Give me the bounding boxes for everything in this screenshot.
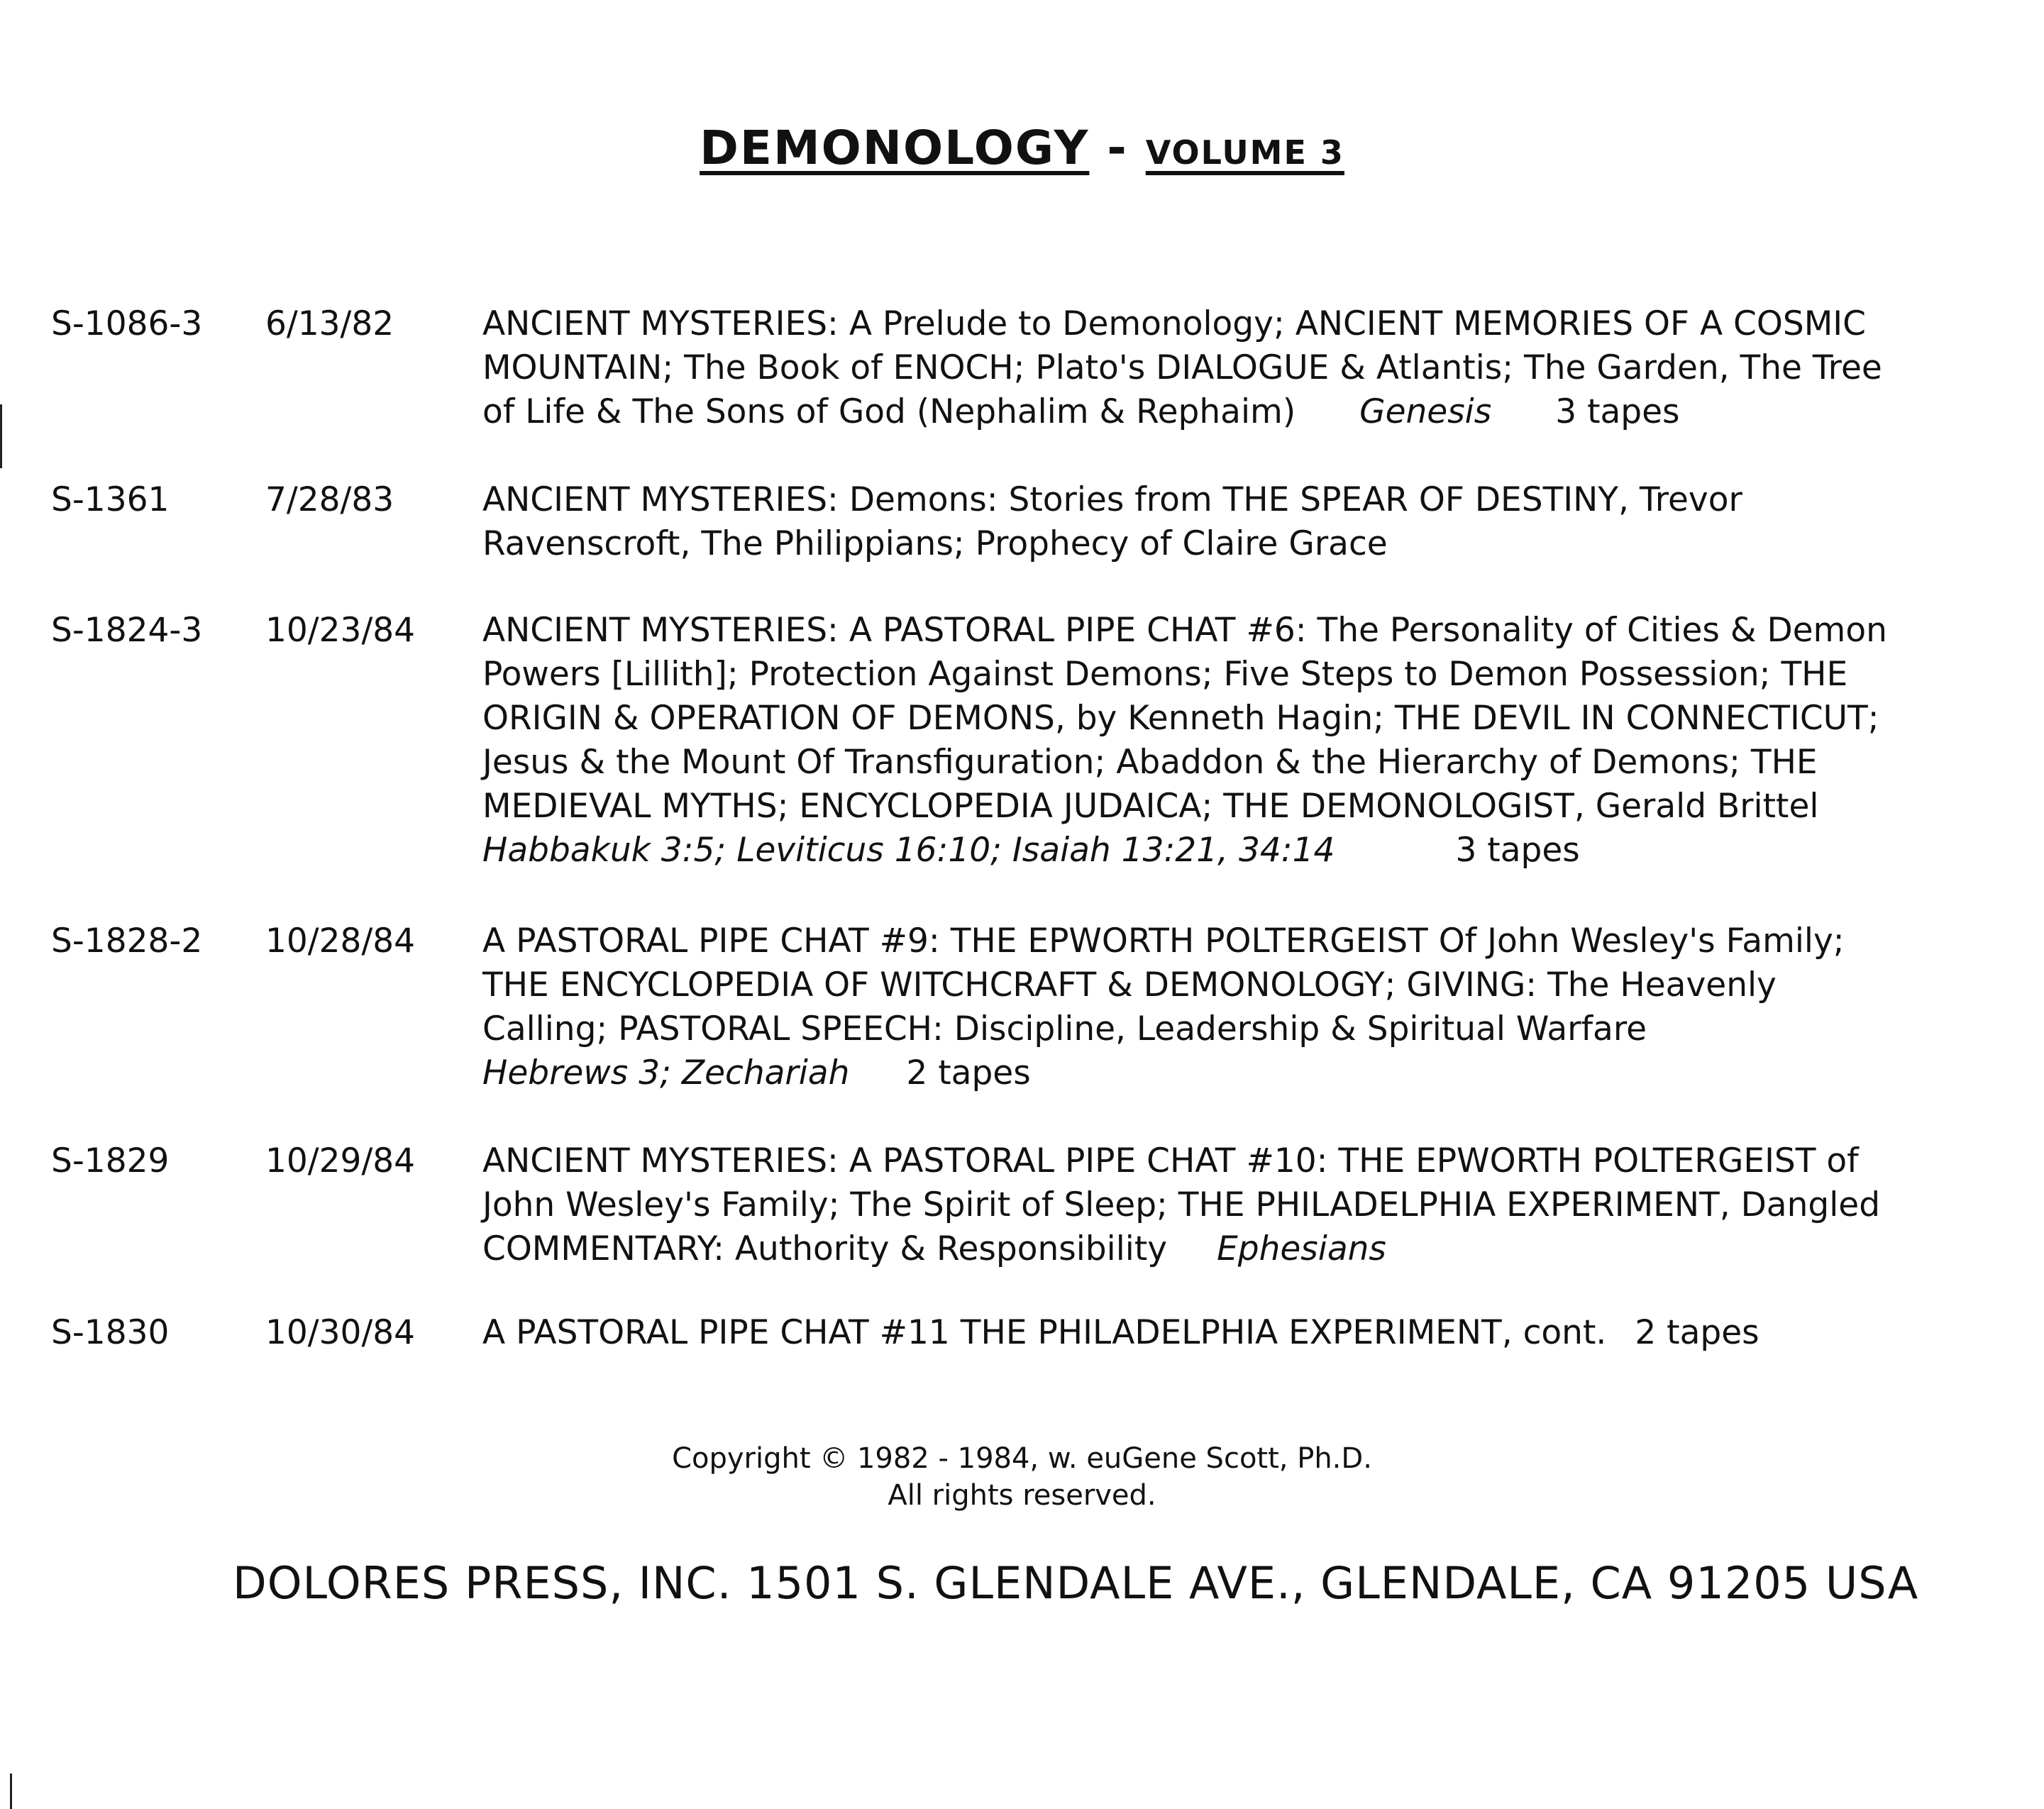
copyright-line: Copyright © 1982 - 1984, w. euGene Scott, Ph.D. xyxy=(672,1442,1372,1475)
desc-line: ORIGIN & OPERATION OF DEMONS, by Kenneth Hagin; THE DEVIL IN CONNECTICUT; xyxy=(482,699,1879,738)
desc-line-text: COMMENTARY: Authority & Responsibility xyxy=(482,1229,1168,1268)
publisher-address: DOLORES PRESS, INC. 1501 S. GLENDALE AVE., GLENDALE, CA 91205 USA xyxy=(233,1557,1919,1609)
desc-line-text: of Life & The Sons of God (Nephalim & Rephaim) xyxy=(482,392,1296,431)
scan-mark-left-bottom xyxy=(10,1774,12,1809)
desc-line: Ravenscroft, The Philippians; Prophecy of Claire Grace xyxy=(482,524,1388,563)
entry-scripture: Genesis xyxy=(1359,392,1492,431)
entry-description xyxy=(482,478,1923,566)
entry-tapes: 3 tapes xyxy=(1455,831,1580,870)
scan-mark-left-top xyxy=(0,404,2,468)
entry-date: 6/13/82 xyxy=(265,304,394,343)
entry-date: 7/28/83 xyxy=(265,480,394,519)
entry-scripture: Habbakuk 3:5; Leviticus 16:10; Isaiah 13:21, 34:14 xyxy=(482,831,1335,870)
entry-description xyxy=(482,609,1923,873)
desc-line: John Wesley's Family; The Spirit of Sleep; THE PHILADELPHIA EXPERIMENT, Dangled xyxy=(482,1185,1881,1224)
entry-date: 10/23/84 xyxy=(265,611,416,650)
entry-scripture: Ephesians xyxy=(1217,1229,1386,1268)
desc-line: THE ENCYCLOPEDIA OF WITCHCRAFT & DEMONOLOGY; GIVING: The Heavenly xyxy=(482,966,1777,1005)
title-separator: - xyxy=(1089,121,1146,175)
entry-code: S-1830 xyxy=(51,1313,170,1352)
copyright-notice xyxy=(0,1440,2044,1514)
rights-line: All rights reserved. xyxy=(888,1479,1156,1512)
desc-line xyxy=(482,829,1923,873)
entry-code: S-1361 xyxy=(51,480,170,519)
entry-scripture: Hebrews 3; Zechariah xyxy=(482,1053,850,1092)
desc-line: MOUNTAIN; The Book of ENOCH; Plato's DIALOGUE & Atlantis; The Garden, The Tree xyxy=(482,348,1882,387)
entry-code: S-1086-3 xyxy=(51,304,203,343)
desc-line: ANCIENT MYSTERIES: A Prelude to Demonology; ANCIENT MEMORIES OF A COSMIC xyxy=(482,304,1866,343)
entry-date: 10/29/84 xyxy=(265,1141,416,1180)
entry-tapes: 2 tapes xyxy=(1635,1313,1760,1352)
desc-line xyxy=(482,390,1923,434)
desc-line: MEDIEVAL MYTHS; ENCYCLOPEDIA JUDAICA; THE DEMONOLOGIST, Gerald Brittel xyxy=(482,787,1819,826)
desc-line: Powers [Lillith]; Protection Against Demons; Five Steps to Demon Possession; THE xyxy=(482,655,1848,694)
entry-code: S-1829 xyxy=(51,1141,170,1180)
desc-line xyxy=(482,1227,1923,1271)
desc-line: ANCIENT MYSTERIES: A PASTORAL PIPE CHAT #6: The Personality of Cities & Demon xyxy=(482,611,1887,650)
desc-line-text: A PASTORAL PIPE CHAT #11 THE PHILADELPHIA EXPERIMENT, cont. xyxy=(482,1313,1607,1352)
entry-description xyxy=(482,302,1923,434)
desc-line: ANCIENT MYSTERIES: A PASTORAL PIPE CHAT #10: THE EPWORTH POLTERGEIST of xyxy=(482,1141,1859,1180)
desc-line: A PASTORAL PIPE CHAT #9: THE EPWORTH POLTERGEIST Of John Wesley's Family; xyxy=(482,922,1845,961)
title-main: DEMONOLOGY xyxy=(700,121,1090,175)
desc-line xyxy=(482,1311,1923,1355)
entry-code: S-1824-3 xyxy=(51,611,203,650)
desc-line: Jesus & the Mount Of Transfiguration; Abaddon & the Hierarchy of Demons; THE xyxy=(482,743,1818,782)
desc-line: Calling; PASTORAL SPEECH: Discipline, Leadership & Spiritual Warfare xyxy=(482,1009,1647,1049)
entry-date: 10/28/84 xyxy=(265,922,416,961)
entry-description xyxy=(482,1311,1923,1355)
entry-tapes: 3 tapes xyxy=(1555,392,1680,431)
entry-description xyxy=(482,919,1923,1095)
desc-line: ANCIENT MYSTERIES: Demons: Stories from THE SPEAR OF DESTINY, Trevor xyxy=(482,480,1742,519)
desc-line xyxy=(482,1051,1923,1095)
entry-code: S-1828-2 xyxy=(51,922,203,961)
entry-date: 10/30/84 xyxy=(265,1313,416,1352)
entry-tapes: 2 tapes xyxy=(906,1053,1031,1092)
page-title xyxy=(0,121,2044,175)
title-volume: VOLUME 3 xyxy=(1145,133,1344,172)
entry-description xyxy=(482,1139,1923,1271)
